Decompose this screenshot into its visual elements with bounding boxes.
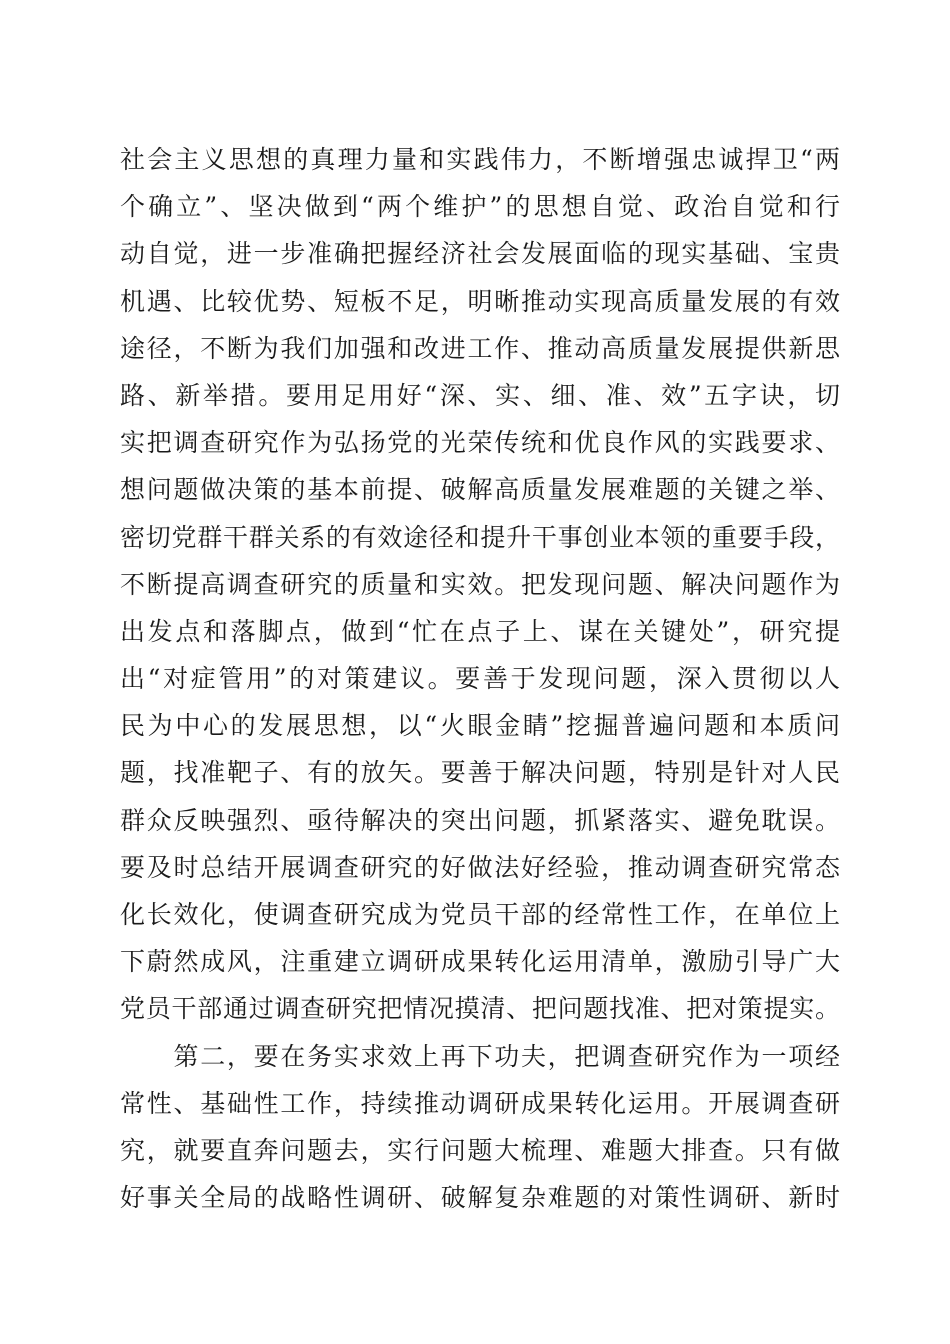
text-line: 要及时总结开展调查研究的好做法好经验，推动调查研究常态 <box>120 852 840 882</box>
text-line: 路、新举措。要用足用好“深、实、细、准、效”五字诀，切 <box>120 380 840 410</box>
text-line: 出“对症管用”的对策建议。要善于发现问题，深入贯彻以人 <box>120 664 840 694</box>
text-line: 第二，要在务实求效上再下功夫，把调查研究作为一项经 <box>120 1041 840 1071</box>
text-line: 究，就要直奔问题去，实行问题大梳理、难题大排查。只有做 <box>120 1135 840 1165</box>
text-line: 党员干部通过调查研究把情况摸清、把问题找准、把对策提实。 <box>120 994 840 1024</box>
text-line: 想问题做决策的基本前提、破解高质量发展难题的关键之举、 <box>120 475 840 505</box>
text-line: 不断提高调查研究的质量和实效。把发现问题、解决问题作为 <box>120 569 840 599</box>
text-line: 出发点和落脚点，做到“忙在点子上、谋在关键处”，研究提 <box>120 616 840 646</box>
text-line: 好事关全局的战略性调研、破解复杂难题的对策性调研、新时 <box>120 1183 840 1213</box>
text-line: 社会主义思想的真理力量和实践伟力，不断增强忠诚捍卫“两 <box>120 145 840 174</box>
text-line: 机遇、比较优势、短板不足，明晰推动实现高质量发展的有效 <box>120 286 840 316</box>
text-line: 动自觉，进一步准确把握经济社会发展面临的现实基础、宝贵 <box>120 239 840 269</box>
text-line: 实把调查研究作为弘扬党的光荣传统和优良作风的实践要求、 <box>120 428 840 458</box>
text-line: 群众反映强烈、亟待解决的突出问题，抓紧落实、避免耽误。 <box>120 805 840 835</box>
text-line: 下蔚然成风，注重建立调研成果转化运用清单，激励引导广大 <box>120 947 840 977</box>
text-line: 化长效化，使调查研究成为党员干部的经常性工作，在单位上 <box>120 900 840 929</box>
body-text <box>120 136 840 1221</box>
text-line: 常性、基础性工作，持续推动调研成果转化运用。开展调查研 <box>120 1088 840 1118</box>
text-line: 途径，不断为我们加强和改进工作、推动高质量发展提供新思 <box>120 333 840 363</box>
text-line: 个确立”、坚决做到“两个维护”的思想自觉、政治自觉和行 <box>120 192 840 222</box>
text-line: 题，找准靶子、有的放矢。要善于解决问题，特别是针对人民 <box>120 758 840 788</box>
text-line: 民为中心的发展思想，以“火眼金睛”挖掘普遍问题和本质问 <box>120 711 840 741</box>
text-line: 密切党群干群关系的有效途径和提升干事创业本领的重要手段， <box>120 522 840 552</box>
